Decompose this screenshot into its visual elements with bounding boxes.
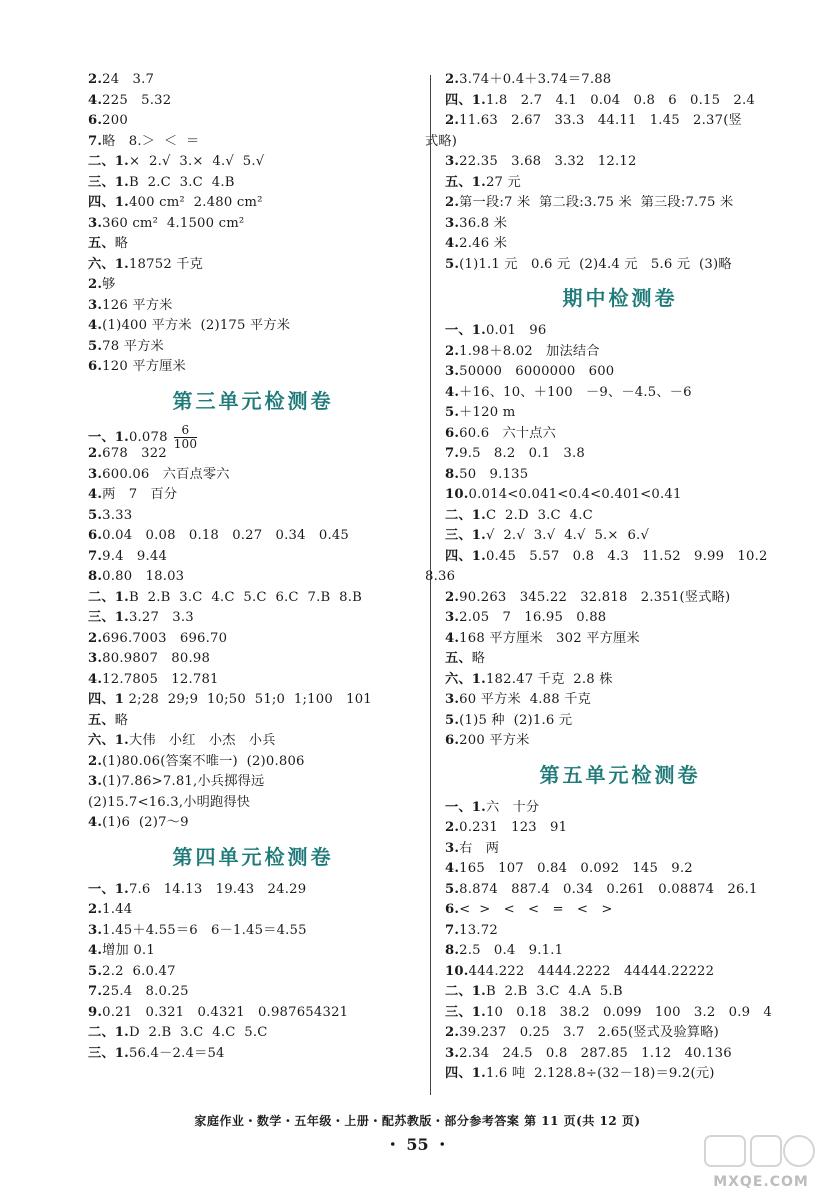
question-label: 4. [88, 92, 103, 108]
question-label: 5. [88, 338, 103, 354]
section-title: 期中检测卷 [562, 286, 678, 310]
question-label: 四、1. [445, 1066, 486, 1081]
answer-line [88, 485, 418, 506]
question-label: 五、 [88, 712, 115, 728]
answer-text: 2.5 0.4 9.1.1 [459, 943, 564, 958]
answer-text: 13.72 [459, 922, 498, 938]
question-label: 2. [88, 72, 103, 87]
answer-line [88, 921, 418, 942]
answer-line [88, 547, 418, 568]
question-label: 六、1. [445, 671, 486, 687]
answer-text: 36.8 米 [459, 215, 508, 231]
answer-line [445, 608, 795, 629]
answer-text: 增加 0.1 [102, 943, 155, 958]
footer-text: 家庭作业・数学・五年级・上册・配苏教版・部分参考答案 第 11 页(共 12 页) [194, 1114, 641, 1128]
question-label: 五、 [445, 651, 472, 666]
right-column [425, 70, 795, 1085]
answer-line [425, 132, 795, 153]
question-label: 5. [445, 712, 460, 728]
page-number: ・ 55 ・ [384, 1135, 451, 1154]
question-label: 2. [445, 343, 460, 359]
answer-text: 678 322 [102, 446, 167, 461]
section-title: 第三单元检测卷 [172, 388, 334, 413]
answer-text: 8.36 [425, 569, 456, 584]
answer-line [445, 588, 795, 609]
answer-line [88, 962, 418, 983]
question-label: 3. [88, 215, 103, 231]
answer-line [88, 444, 418, 465]
answer-line [88, 813, 418, 834]
question-label: 7. [88, 548, 103, 564]
answer-text: 1.44 [102, 902, 133, 917]
answer-line [88, 132, 418, 153]
answer-line [88, 506, 418, 527]
answer-text: 360 cm² 4.1500 cm² [102, 215, 245, 231]
answer-line [445, 921, 795, 942]
answer-line [445, 1044, 795, 1065]
question-label: 一、1. [88, 429, 129, 445]
question-label: 7. [445, 446, 460, 461]
question-label: 4. [88, 943, 103, 958]
answer-text: 696.7003 696.70 [102, 630, 228, 646]
answer-text: 9.5 8.2 0.1 3.8 [459, 446, 585, 461]
answer-text: 182.47 千克 2.8 株 [485, 671, 613, 687]
question-label: 五、1. [445, 174, 486, 190]
answer-text: 60 平方米 4.88 千克 [459, 692, 592, 707]
answer-text: < > < < = < > [459, 902, 613, 917]
answer-line [88, 608, 418, 629]
answer-text: 50000 6000000 600 [459, 364, 615, 379]
question-label: 三、1. [445, 528, 486, 543]
answer-line [445, 342, 795, 363]
question-label: 3. [445, 692, 460, 707]
answer-line [88, 588, 418, 609]
answer-text: 3.27 3.3 [128, 610, 194, 625]
question-label: 6. [88, 359, 103, 374]
answer-line [445, 485, 795, 506]
answer-text: 够 [102, 277, 116, 292]
question-label: 5. [445, 256, 460, 272]
answer-text: 1.6 吨 2.128.8÷(32－18)＝9.2(元) [485, 1066, 715, 1081]
watermark-text: MXQE.COM [713, 1174, 809, 1190]
answer-line [445, 173, 795, 194]
question-label: 3. [88, 922, 103, 938]
answer-text: 大伟 小红 小杰 小兵 [128, 733, 276, 748]
answer-line [88, 193, 418, 214]
answer-line [445, 670, 795, 691]
answer-text: 式略) [425, 133, 458, 149]
answer-text: 第一段:7 米 第二段:3.75 米 第三段:7.75 米 [459, 195, 734, 210]
question-label: 五、 [88, 236, 115, 251]
answer-text: 略 [471, 651, 486, 666]
question-label: 3. [445, 610, 460, 625]
section-title: 第五单元检测卷 [539, 762, 701, 787]
question-label: 6. [445, 733, 460, 748]
answer-text: 略 [114, 712, 129, 728]
answer-text: 12.7805 12.781 [102, 671, 219, 687]
answer-line [445, 731, 795, 752]
answer-text: 39.237 0.25 3.7 2.65(竖式及验算略) [459, 1025, 719, 1040]
answer-text: 444.222 4444.2222 44444.22222 [468, 963, 715, 979]
answer-text: 200 平方米 [459, 733, 530, 748]
question-label: 2. [88, 902, 103, 917]
answer-line [445, 649, 795, 670]
answer-line [88, 422, 418, 451]
answer-text: 168 平方厘米 302 平方厘米 [459, 630, 640, 646]
answer-line [88, 731, 418, 752]
question-label: 四、1. [445, 548, 486, 564]
question-label: 二、1. [88, 589, 129, 605]
answer-line [445, 362, 795, 383]
answer-text: 六 十分 [485, 799, 540, 815]
answer-text: 27 元 [485, 174, 521, 190]
answer-line [88, 337, 418, 358]
answer-line [445, 1023, 795, 1044]
question-label: 9. [88, 1004, 103, 1020]
question-label: 二、1. [445, 984, 486, 999]
question-label: 4. [88, 318, 103, 333]
question-label: 10. [445, 963, 469, 979]
answer-text: 0.014<0.041<0.4<0.401<0.41 [468, 487, 682, 502]
answer-line [445, 70, 795, 91]
watermark-logo [701, 1132, 821, 1194]
answer-line [88, 152, 418, 173]
left-column [88, 70, 418, 1064]
answer-line [88, 629, 418, 650]
question-label: 3. [88, 466, 103, 482]
answer-line [445, 859, 795, 880]
answer-text: × 2.√ 3.× 4.√ 5.√ [128, 154, 265, 169]
answer-line [445, 424, 795, 445]
question-label: 4. [445, 236, 460, 251]
answer-line [445, 941, 795, 962]
answer-text: 56.4－2.4＝54 [128, 1045, 225, 1061]
answer-text: 略 [114, 236, 129, 251]
question-label: 3. [445, 215, 460, 231]
answer-line [425, 567, 795, 588]
answer-text: 0.078 [128, 429, 168, 445]
answer-text: 18752 千克 [128, 256, 204, 272]
answer-text: 1.98＋8.02 加法结合 [459, 343, 600, 359]
question-label: 2. [445, 820, 460, 835]
question-label: 2. [88, 446, 103, 461]
fraction-denominator: 100 [173, 436, 198, 451]
question-label: 2. [445, 1025, 460, 1040]
question-label: 一、1. [88, 881, 129, 897]
question-label: 四、1. [88, 195, 129, 210]
question-label: 5. [88, 963, 103, 979]
question-label: 三、1. [88, 174, 129, 190]
answer-text: D 2.B 3.C 4.C 5.C [128, 1025, 268, 1040]
answer-line [88, 690, 418, 711]
question-label: 4. [88, 815, 103, 830]
answer-text: ＋120 m [459, 405, 516, 420]
question-label: 8. [445, 466, 460, 482]
answer-text: 25.4 8.0.25 [102, 984, 189, 999]
answer-text: 78 平方米 [102, 338, 164, 354]
answer-line [88, 649, 418, 670]
question-label: 四、1 [88, 692, 125, 707]
question-label: 六、1. [88, 733, 129, 748]
question-label: 3. [445, 840, 460, 856]
answer-text: 2;28 29;9 10;50 51;0 1;100 101 [124, 692, 372, 707]
question-label: 8. [88, 569, 103, 584]
question-label: 7. [88, 984, 103, 999]
answer-line [88, 214, 418, 235]
answer-text: 0.80 18.03 [102, 569, 185, 584]
answer-text: 0.45 5.57 0.8 4.3 11.52 9.99 10.2 [485, 548, 768, 564]
question-label: 6. [88, 113, 103, 128]
answer-line [88, 567, 418, 588]
answer-line [445, 403, 795, 424]
question-label: 三、1. [88, 610, 129, 625]
answer-text: 7.6 14.13 19.43 24.29 [128, 881, 307, 897]
answer-line [445, 1003, 795, 1024]
question-label: 二、1. [88, 1025, 129, 1040]
answer-line [88, 900, 418, 921]
answer-line [445, 547, 795, 568]
answer-text: 200 [102, 113, 128, 128]
answer-text: 右 两 [459, 840, 500, 856]
answer-line [88, 752, 418, 773]
answer-line [88, 941, 418, 962]
answer-line [88, 711, 418, 732]
question-label: 6. [445, 425, 460, 441]
section-title: 第四单元检测卷 [172, 844, 334, 869]
answer-line [88, 670, 418, 691]
answer-text: (1)5 种 (2)1.6 元 [459, 712, 573, 728]
answer-line [445, 629, 795, 650]
answer-line [88, 173, 418, 194]
answer-text: 两 7 百分 [102, 487, 178, 502]
question-label: 6. [445, 902, 460, 917]
answer-text: 略 8.＞ ＜ ＝ [102, 133, 200, 149]
answer-line [88, 465, 418, 486]
answer-line [445, 152, 795, 173]
answer-text: 9.4 9.44 [102, 548, 168, 564]
answer-text: 400 cm² 2.480 cm² [128, 195, 263, 210]
answer-text: 3.74＋0.4＋3.74＝7.88 [459, 72, 612, 87]
answer-line [445, 839, 795, 860]
answer-text: (1)80.06(答案不唯一) (2)0.806 [102, 753, 305, 769]
answer-text: 0.04 0.08 0.18 0.27 0.34 0.45 [102, 528, 350, 543]
answer-line [445, 91, 795, 112]
question-label: 二、1. [445, 507, 486, 523]
question-label: 5. [445, 405, 460, 420]
answer-line [445, 321, 795, 342]
answer-text: 0.01 96 [485, 323, 547, 338]
question-label: 3. [445, 154, 460, 169]
answer-text: (1)400 平方米 (2)175 平方米 [102, 318, 291, 333]
answer-line [88, 793, 418, 814]
answer-text: 60.6 六十点六 [459, 425, 557, 441]
question-label: 三、1. [88, 1045, 129, 1061]
answer-line [88, 234, 418, 255]
question-label: 3. [88, 297, 103, 313]
answer-text: √ 2.√ 3.√ 4.√ 5.× 6.√ [485, 528, 650, 543]
answer-line [445, 255, 795, 276]
answer-line [445, 900, 795, 921]
answer-text: 1.8 2.7 4.1 0.04 0.8 6 0.15 2.4 [485, 92, 755, 108]
answer-line [88, 772, 418, 793]
question-label: 5. [88, 507, 103, 523]
answer-text: (2)15.7<16.3,小明跑得快 [88, 794, 251, 810]
answer-line [88, 526, 418, 547]
answer-line [445, 818, 795, 839]
answer-text: 2.46 米 [459, 236, 508, 251]
answer-text: 0.21 0.321 0.4321 0.987654321 [102, 1004, 349, 1020]
answer-text: 2.34 24.5 0.8 287.85 1.12 40.136 [459, 1045, 732, 1061]
answer-text: 600.06 六百点零六 [102, 466, 230, 482]
question-label: 7. [445, 922, 460, 938]
answer-text: ＋16、10、＋100 －9、－4.5、－6 [459, 384, 692, 400]
answer-line [88, 296, 418, 317]
answer-line [445, 798, 795, 819]
question-label: 3. [445, 1045, 460, 1061]
answer-line [445, 526, 795, 547]
answer-text: 165 107 0.84 0.092 145 9.2 [459, 861, 693, 876]
question-label: 2. [88, 630, 103, 646]
question-label: 8. [445, 943, 460, 958]
answer-text: 225 5.32 [102, 92, 172, 108]
answer-text: 3.33 [102, 507, 133, 523]
question-label: 4. [445, 861, 460, 876]
answer-text: B 2.B 3.C 4.A 5.B [485, 984, 623, 999]
answer-line [445, 962, 795, 983]
answer-line [445, 1064, 795, 1085]
question-label: 2. [445, 195, 460, 210]
answer-text: 10 0.18 38.2 0.099 100 3.2 0.9 4 [485, 1004, 772, 1020]
answer-line [445, 690, 795, 711]
answer-line [445, 234, 795, 255]
answer-text: 0.231 123 91 [459, 820, 568, 835]
question-label: 4. [88, 671, 103, 687]
question-label: 4. [445, 384, 460, 400]
question-label: 2. [88, 277, 103, 292]
answer-line [445, 465, 795, 486]
question-label: 六、1. [88, 256, 129, 272]
question-label: 2. [88, 753, 103, 769]
question-label: 4. [88, 487, 103, 502]
question-label: 4. [445, 630, 460, 646]
answer-line [445, 711, 795, 732]
answer-text: (1)1.1 元 0.6 元 (2)4.4 元 5.6 元 (3)略 [459, 256, 732, 272]
answer-text: 8.874 887.4 0.34 0.261 0.08874 26.1 [459, 881, 758, 897]
answer-text: 22.35 3.68 3.32 12.12 [459, 154, 637, 169]
answer-text: (1)7.86>7.81,小兵掷得远 [102, 774, 265, 789]
question-label: 2. [445, 72, 460, 87]
answer-line [88, 91, 418, 112]
answer-text: B 2.C 3.C 4.B [128, 174, 235, 190]
question-label: 2. [445, 113, 460, 128]
answer-line [88, 255, 418, 276]
question-label: 三、1. [445, 1004, 486, 1020]
answer-line [445, 193, 795, 214]
question-label: 一、1. [445, 799, 486, 815]
question-label: 二、1. [88, 154, 129, 169]
answer-line [445, 506, 795, 527]
answer-line [445, 444, 795, 465]
answer-text: 126 平方米 [102, 297, 173, 313]
answer-text: 2.2 6.0.47 [102, 963, 176, 979]
answer-text: (1)6 (2)7～9 [102, 815, 189, 830]
question-label: 四、1. [445, 92, 486, 108]
answer-line [445, 383, 795, 404]
answer-line [88, 1003, 418, 1024]
answer-text: 11.63 2.67 33.3 44.11 1.45 2.37(竖 [459, 113, 742, 128]
question-label: 6. [88, 528, 103, 543]
answer-line [88, 880, 418, 901]
answer-line [88, 316, 418, 337]
answer-line [88, 70, 418, 91]
answer-line [88, 982, 418, 1003]
question-label: 7. [88, 133, 103, 149]
answer-text: 24 3.7 [102, 72, 155, 87]
question-label: 一、1. [445, 323, 486, 338]
answer-line [445, 880, 795, 901]
question-label: 3. [88, 774, 103, 789]
answer-text: 80.9807 80.98 [102, 651, 211, 666]
question-label: 3. [88, 651, 103, 666]
question-label: 3. [445, 364, 460, 379]
answer-line [445, 214, 795, 235]
question-label: 2. [445, 589, 460, 605]
question-label: 5. [445, 881, 460, 897]
answer-text: 90.263 345.22 32.818 2.351(竖式略) [459, 589, 731, 605]
answer-line [88, 1044, 418, 1065]
answer-text: 2.05 7 16.95 0.88 [459, 610, 607, 625]
answer-text: 50 9.135 [459, 466, 529, 482]
answer-text: 1.45＋4.55＝6 6－1.45＝4.55 [102, 922, 307, 938]
fraction [174, 424, 198, 451]
answer-line [88, 1023, 418, 1044]
answer-text: 120 平方厘米 [102, 359, 186, 374]
answer-line [88, 275, 418, 296]
answer-line [88, 111, 418, 132]
answer-text: B 2.B 3.C 4.C 5.C 6.C 7.B 8.B [128, 589, 363, 605]
answer-line [88, 357, 418, 378]
question-label: 10. [445, 487, 469, 502]
answer-line [445, 982, 795, 1003]
answer-text: C 2.D 3.C 4.C [485, 507, 593, 523]
answer-line [445, 111, 795, 132]
fraction-numerator: 6 [174, 424, 198, 438]
